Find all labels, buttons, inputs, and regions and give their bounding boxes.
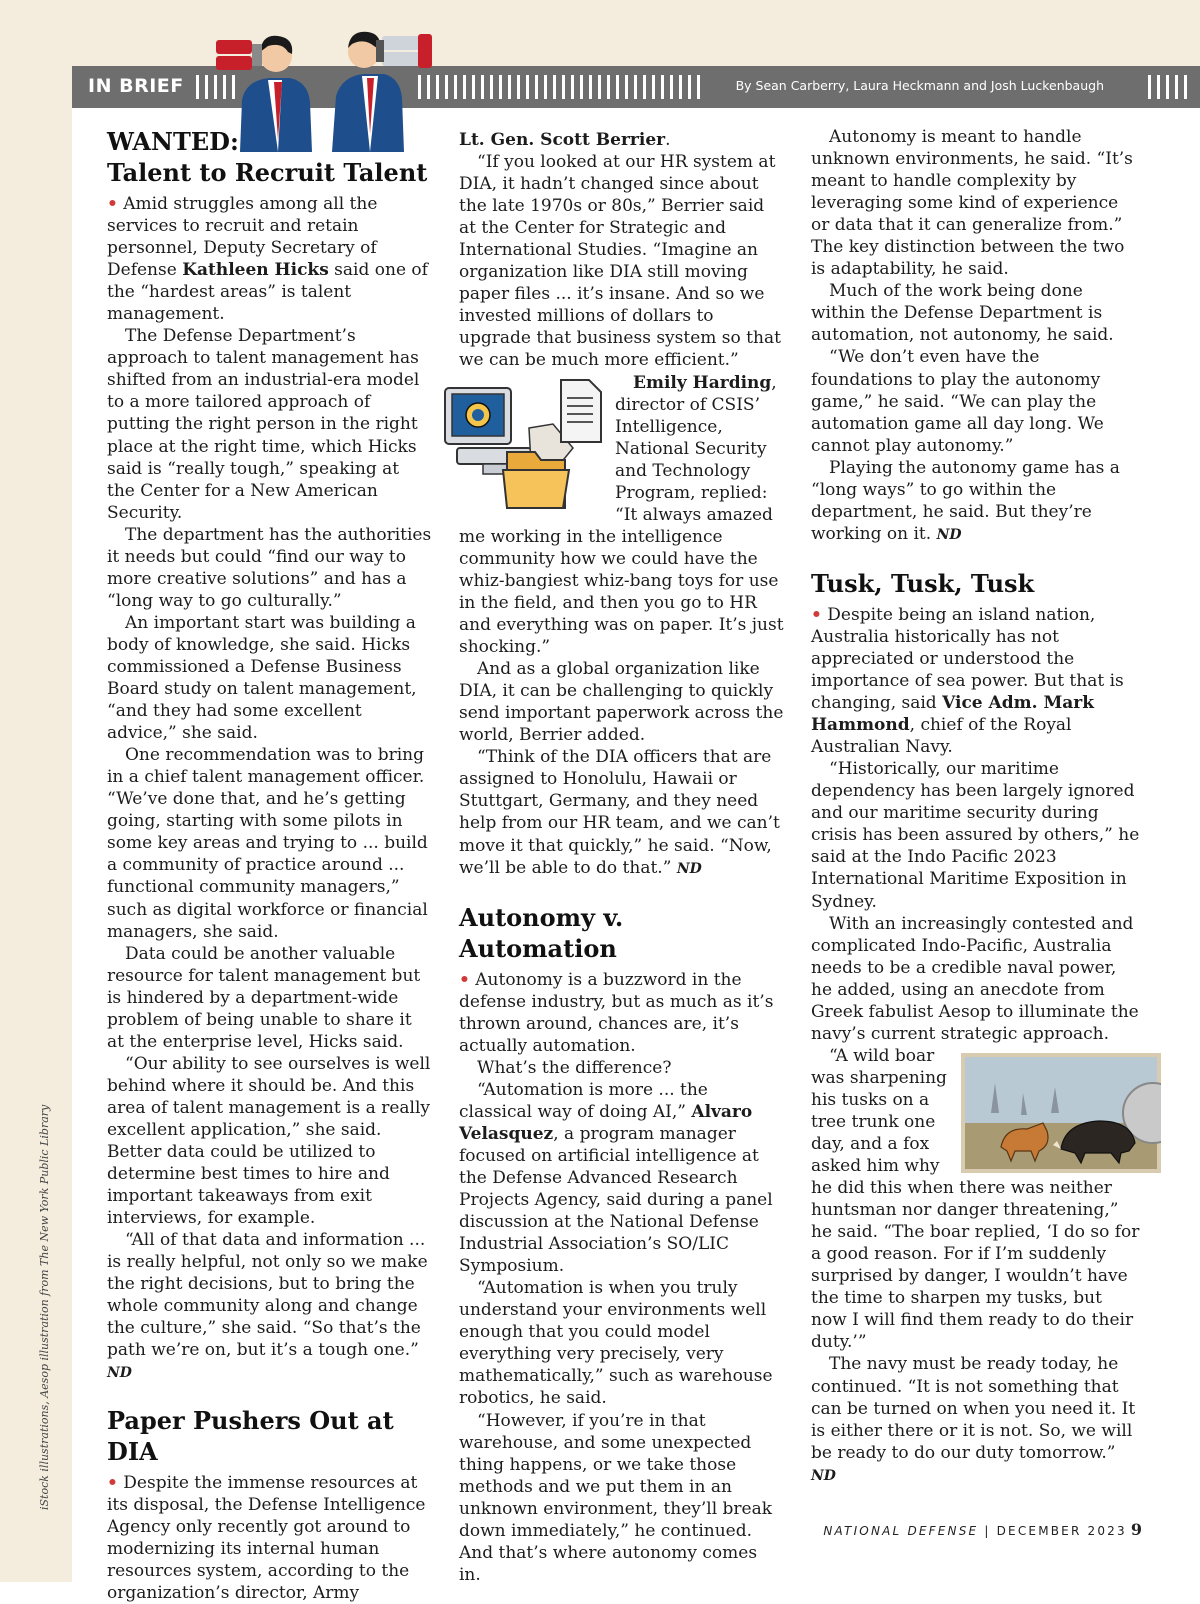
byline: By Sean Carberry, Laura Heckmann and Josh Luckenbaugh <box>735 78 1104 93</box>
talent-paragraph: An important start was building a body of knowledge, she said. Hicks commissioned a Defense Business Board study on talent management, “and they had some excellent advice,” she said. <box>107 612 417 744</box>
talent-paragraph: The Defense Department’s approach to talent management has shifted from an industrial-era model to a more tailored approach of putting the right person in the right place at the right time, which Hicks said is “really tough,” speaking at the Center for a New American Security. <box>107 326 420 523</box>
tusk-p4-text: “A wild boar was sharpening his tusks on a tree trunk one day, and a fox asked him why he did this when there was neither huntsman nor danger threatening,” he said. “The boar replied, ‘I do so for a good reason. For if I’m suddenly surprised by danger, I wouldn’t have the time to sharpen my tusks, but now I will find them ready to do their duty.’” <box>811 1045 1140 1353</box>
signoff-mark: ND <box>811 1467 836 1484</box>
autonomy-paragraph: Autonomy is meant to handle unknown environments, he said. “It’s meant to handle complexity by leveraging some kind of experience or data that it can generalize from.” The key distinction between the two is adaptability, he said. <box>811 127 1133 280</box>
talent-headline-line1: WANTED: <box>107 127 239 156</box>
publication-name: NATIONAL DEFENSE <box>823 1524 979 1538</box>
section-label: IN BRIEF <box>88 75 184 97</box>
dia-headline: Paper Pushers Out at DIA <box>107 1405 394 1466</box>
tusk-p1-name: Vice Adm. Mark Hammond <box>811 693 1095 736</box>
boar-fox-painting-icon <box>961 1053 1161 1173</box>
credit-source: The New York Public Library <box>38 1104 51 1266</box>
dia-p3-name: Emily Harding <box>633 372 772 393</box>
dia-paragraph <box>459 746 784 879</box>
dia-paragraph-continued <box>459 129 784 151</box>
autonomy-paragraph <box>811 457 1141 546</box>
autonomy-paragraph: “However, if you’re in that warehouse, and some unexpected thing happens, or we take those methods and we put them in an unknown environment, they’ll break down immediately,” he continued. And that’s where autonomy comes in. <box>459 1410 773 1585</box>
talent-paragraph <box>107 1229 432 1384</box>
autonomy-paragraph <box>459 969 784 1057</box>
tusk-p1-text: Despite being an island nation, Australia historically has not appreciated or understood the importance of sea power. But that is changing, said <box>811 604 1124 714</box>
autonomy-paragraph: What’s the difference? <box>477 1057 672 1078</box>
bullet-marker: • <box>107 194 118 214</box>
credit-text: iStock illustrations, Aesop illustration from <box>38 1265 51 1510</box>
tusk-headline: Tusk, Tusk, Tusk <box>811 568 1035 598</box>
left-margin-strip <box>0 0 72 1582</box>
bullet-marker: • <box>107 1472 118 1493</box>
header-ticks-middle <box>418 75 706 99</box>
dia-paragraph <box>107 1472 432 1604</box>
column-1 <box>107 126 432 1604</box>
computer-files-icon <box>443 378 611 518</box>
tusk-paragraph: With an increasingly contested and complicated Indo-Pacific, Australia needs to be a credible naval power, he added, using an anecdote from Greek fabulist Aesop to illuminate the navy’s current strategic approach. <box>811 913 1139 1044</box>
talent-paragraph: Data could be another valuable resource for talent management but is hindered by a department-wide problem of being unable to share it at the enterprise level, Hicks said. <box>107 943 421 1052</box>
header-ticks-right <box>1148 75 1188 99</box>
talent-paragraph: “Our ability to see ourselves is well behind where it should be. And this area of talent management is a really excellent application,” she said. Better data could be utilized to determine best times to hire and important takeaways from exit interviews, for example. <box>107 1053 431 1229</box>
footer-separator: | <box>978 1524 997 1538</box>
autonomy-p3-name: Alvaro Velasquez <box>459 1101 753 1144</box>
dia-p3-text: , director of CSIS’ Intelligence, National Security and Technology Program, replied: “It always amazed me working in the intelligence community how we could have the whiz-bangiest whiz-bang toys for use in the field, and then you go to HR and everything was on paper. It’s just shocking.” <box>459 372 784 658</box>
tusk-paragraph <box>811 604 1141 758</box>
talent-headline <box>107 126 432 188</box>
signoff-mark: ND <box>936 526 962 543</box>
bullet-marker: • <box>811 604 822 625</box>
talent-p8-text: “All of that data and information ... is really helpful, not only so we make the right decisions, but to bring the whole community along and change the culture,” she said. “So that’s the path we’re on, but it’s a tough one.” <box>107 1230 428 1361</box>
autonomy-headline: Autonomy v. Automation <box>459 902 624 963</box>
tusk-p1-after: , chief of the Royal Australian Navy. <box>811 715 1072 758</box>
signoff-mark: ND <box>676 860 702 877</box>
autonomy-paragraph: “We don’t even have the foundations to play the autonomy game,” he said. “We can play the automation game all day long. We cannot play autonomy.” <box>811 347 1104 456</box>
talent-paragraph: The department has the authorities it needs but could “find our way to more creative solutions” and has a “long way to go culturally.” <box>107 524 432 611</box>
autonomy-paragraph: “Automation is when you truly understand your environments well enough that you could model everything very precisely, very mathematically,” such as warehouse robotics, he said. <box>459 1278 773 1409</box>
talent-p1-after: said one of the “hardest areas” is talent management. <box>107 260 428 325</box>
autonomy-p3-after: , a program manager focused on artificial intelligence at the Defense Advanced Research Projects Agency, said during a panel discussion at the National Defense Industrial Association’s SO/LIC Symposium. <box>459 1123 773 1277</box>
dia-paragraph: And as a global organization like DIA, it can be challenging to quickly send important paperwork across the world, Berrier added. <box>459 659 784 746</box>
image-credit <box>38 1104 51 1510</box>
autonomy-paragraph <box>459 1079 784 1277</box>
column-3 <box>811 126 1141 1487</box>
talent-p1-name: Kathleen Hicks <box>182 260 329 281</box>
tusk-paragraph: “Historically, our maritime dependency has been largely ignored and our maritime security during crisis has been assured by others,” he said at the Indo Pacific 2023 International Maritime Exposition in Sydney. <box>811 759 1140 912</box>
dia-p1-end: . <box>665 130 671 150</box>
dia-paragraph <box>459 372 784 659</box>
tusk-paragraph <box>811 1353 1141 1486</box>
autonomy-p9-text: Playing the autonomy game has a “long ways” to go within the department, he said. But they’re working on it. <box>811 457 1120 544</box>
signoff-mark: ND <box>107 1365 132 1382</box>
column-2 <box>459 126 784 1586</box>
dia-p5-text: “Think of the DIA officers that are assigned to Honolulu, Hawaii or Stuttgart, Germany, and they need help from our HR team, and we can’t move it that quickly,” he said. “Now, we’ll be able to do that.” <box>459 747 780 878</box>
autonomy-paragraph: Much of the work being done within the Defense Department is automation, not autonomy, he said. <box>811 281 1114 346</box>
autonomy-p3-text: “Automation is more ... the classical way of doing AI,” <box>459 1079 708 1122</box>
page-footer <box>823 1520 1142 1539</box>
page-number: 9 <box>1130 1520 1142 1539</box>
talent-headline-line2: Talent to Recruit Talent <box>107 158 428 187</box>
talent-paragraph <box>107 193 432 325</box>
dia-paragraph: “If you looked at our HR system at DIA, it hadn’t changed since about the late 1970s or 80s,” Berrier said at the Center for Strategic and International Studies. “Imagine an organization like DIA still moving paper files ... it’s insane. And so we invested millions of dollars to upgrade that business system so that we can be much more efficient.” <box>459 152 781 371</box>
talent-p1-text: Amid struggles among all the services to recruit and retain personnel, Deputy Secretary of Defense <box>107 194 378 281</box>
tusk-p5-text: The navy must be ready today, he continued. “It is not something that can be turned on when you need it. It is either there or it is not. So, we will be ready to do our duty tomorrow.” <box>811 1354 1136 1463</box>
talent-paragraph: One recommendation was to bring in a chief talent management officer. “We’ve done that, and he’s getting going, starting with some pilots in some key areas and trying to ... build a community of practice around ... functional community managers,” such as digital workforce or financial managers, she said. <box>107 745 428 942</box>
issue-date: DECEMBER 2023 <box>996 1524 1127 1538</box>
dia-p1-name: Lt. Gen. Scott Berrier <box>459 130 666 150</box>
tusk-paragraph <box>811 1045 1141 1354</box>
autonomy-p1-text: Autonomy is a buzzword in the defense industry, but as much as it’s thrown around, chances are, it’s actually automation. <box>459 969 774 1056</box>
dia-p1-text: Despite the immense resources at its disposal, the Defense Intelligence Agency only recently got around to modernizing its internal human resources system, according to the organization’s director, Army <box>107 1472 426 1603</box>
bullet-marker: • <box>459 969 470 990</box>
